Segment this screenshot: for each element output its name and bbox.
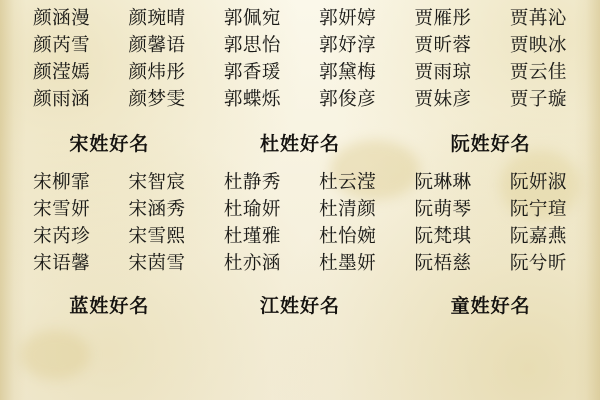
name-item: 郭黛梅 (319, 63, 377, 83)
section-heading-song: 宋姓好名 (69, 134, 150, 155)
name-item: 贾雁彤 (414, 9, 472, 29)
name-item: 贾雨琼 (414, 63, 472, 83)
name-item: 杜瑾雅 (223, 227, 281, 247)
name-item: 杜清颜 (319, 200, 377, 220)
name-item: 阮妍淑 (509, 173, 567, 193)
name-item: 郭香瑗 (223, 63, 281, 83)
name-item: 宋智宸 (128, 173, 186, 193)
name-item: 颜涵漫 (33, 9, 91, 29)
name-item: 颜雨涵 (33, 90, 91, 110)
name-item: 郭佩宛 (223, 9, 281, 29)
name-item: 颜琬晴 (128, 9, 186, 29)
name-item: 宋芮珍 (33, 227, 91, 247)
name-item: 阮梵琪 (414, 227, 472, 247)
name-item: 宋语馨 (33, 254, 91, 274)
name-item: 颜馨语 (128, 36, 186, 56)
name-table-top (14, 6, 586, 114)
name-item: 颜梦雯 (128, 90, 186, 110)
paper-stain-2 (20, 330, 90, 380)
section-heading-row-bottom (14, 294, 586, 320)
name-item: 郭妍婷 (319, 9, 377, 29)
name-item: 郭思怡 (223, 36, 281, 56)
name-item: 宋雪熙 (128, 227, 186, 247)
name-item: 颜芮雪 (33, 36, 91, 56)
name-item: 贾子璇 (509, 90, 567, 110)
section-heading-jiang: 江姓好名 (259, 296, 340, 317)
section-heading-ruan: 阮姓好名 (450, 134, 531, 155)
name-item: 阮兮昕 (509, 254, 567, 274)
name-item: 杜静秀 (223, 173, 281, 193)
section-heading-tong: 童姓好名 (450, 296, 531, 317)
name-item: 宋涵秀 (128, 200, 186, 220)
name-item: 宋柳霏 (33, 173, 91, 193)
name-item: 郭俊彦 (319, 90, 377, 110)
name-item: 宋茵雪 (128, 254, 186, 274)
section-heading-row-middle (14, 132, 586, 158)
name-item: 杜云滢 (319, 173, 377, 193)
section-heading-lan: 蓝姓好名 (69, 296, 150, 317)
name-item: 阮宁瑄 (509, 200, 567, 220)
name-item: 贾苒沁 (509, 9, 567, 29)
name-item: 颜炜彤 (128, 63, 186, 83)
section-heading-du: 杜姓好名 (259, 134, 340, 155)
name-item: 杜亦涵 (223, 254, 281, 274)
name-item: 贾昕蓉 (414, 36, 472, 56)
name-item: 阮嘉燕 (509, 227, 567, 247)
name-item: 郭蝶烁 (223, 90, 281, 110)
name-item: 颜滢嫣 (33, 63, 91, 83)
name-item: 阮萌琴 (414, 200, 472, 220)
name-item: 贾妹彦 (414, 90, 472, 110)
name-item: 阮梧慈 (414, 254, 472, 274)
name-item: 杜怡婉 (319, 227, 377, 247)
name-item: 宋雪妍 (33, 200, 91, 220)
name-item: 郭妤淳 (319, 36, 377, 56)
name-item: 杜瑜妍 (223, 200, 281, 220)
name-item: 杜墨妍 (319, 254, 377, 274)
name-item: 贾云佳 (509, 63, 567, 83)
name-table-middle (14, 170, 586, 278)
name-item: 阮琳琳 (414, 173, 472, 193)
name-item: 贾映冰 (509, 36, 567, 56)
